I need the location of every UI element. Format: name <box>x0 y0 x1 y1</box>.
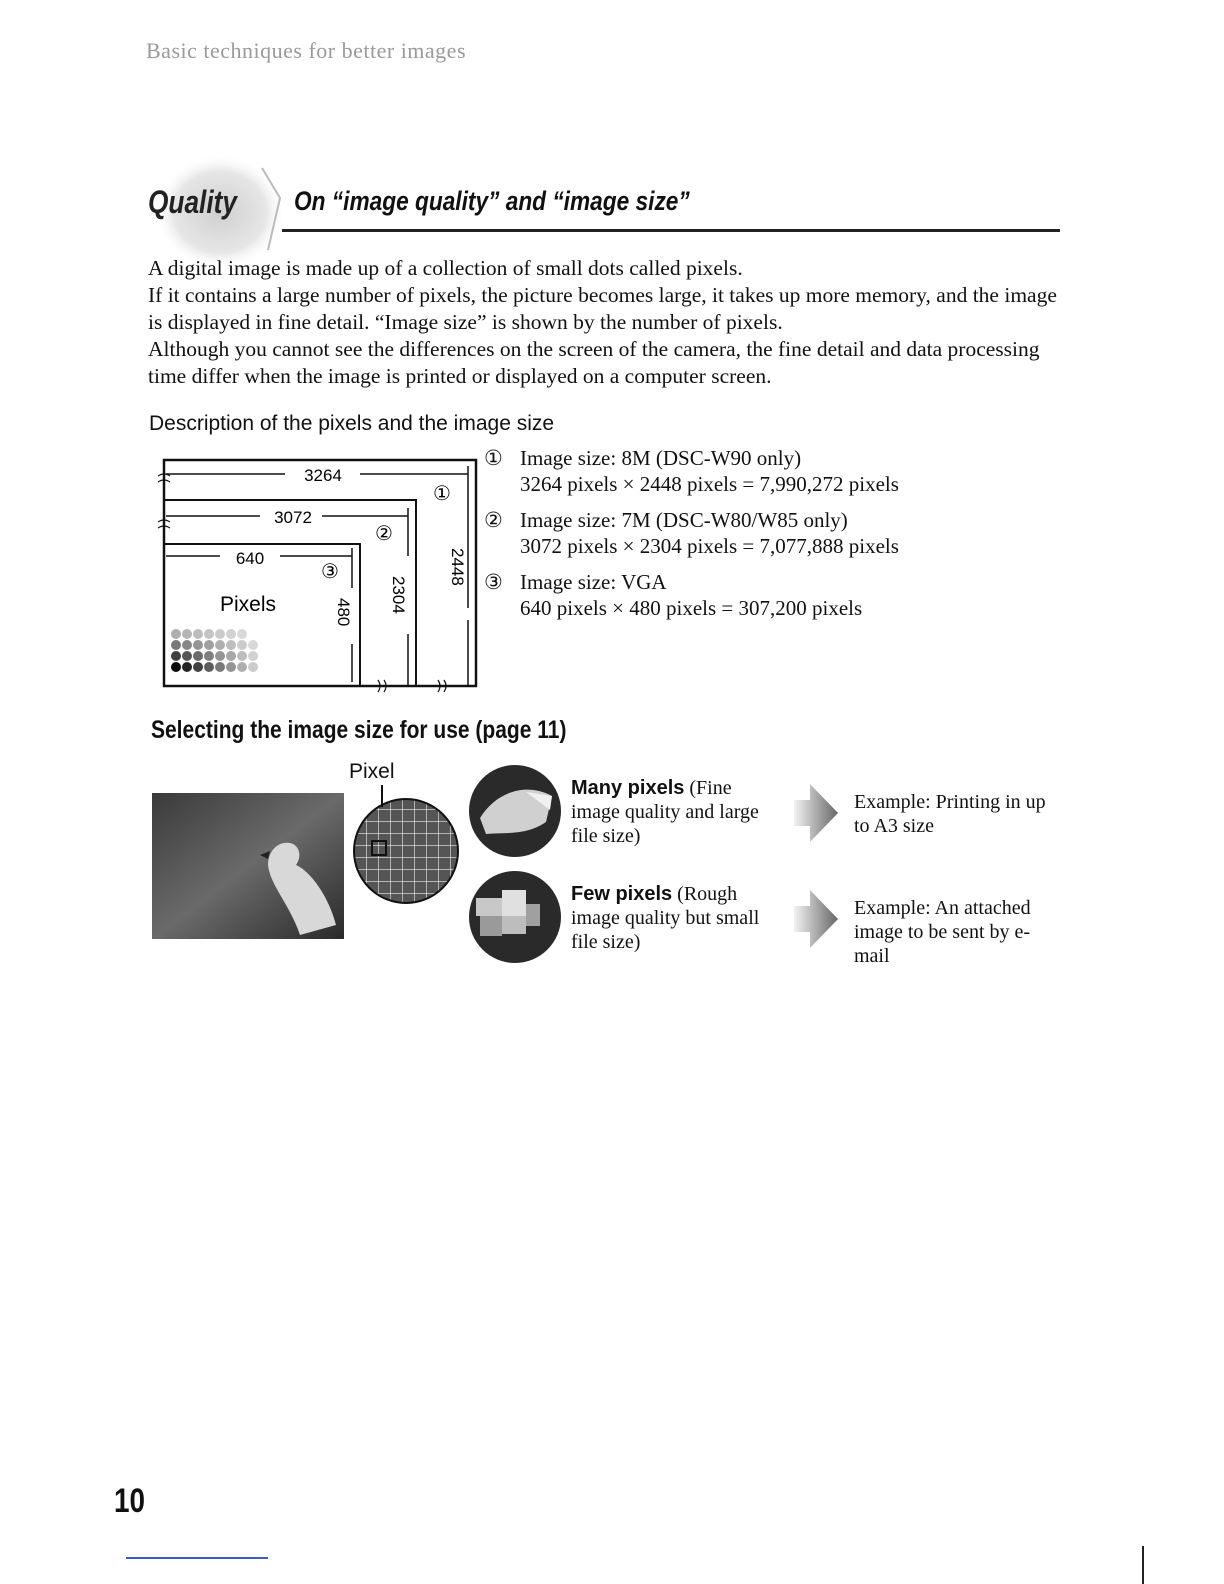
pixel-dot <box>226 662 236 672</box>
size-marker-2: ② <box>484 508 503 532</box>
footer-line <box>126 1557 268 1559</box>
section-title: On “image quality” and “image size” <box>294 186 690 216</box>
pixel-dot <box>204 651 214 661</box>
pixel-dot <box>204 629 214 639</box>
pixels-label: Pixels <box>220 593 277 616</box>
intro-line-3: Although you cannot see the differences on the screen of the camera, the fine detail and data processing time differ when the image is printed or displayed on a computer screen. <box>148 337 1040 388</box>
intro-line-1: A digital image is made up of a collection of small dots called pixels. <box>148 256 743 280</box>
few-pixels-circle <box>466 868 564 966</box>
size-3-calc: 640 pixels × 480 pixels = 307,200 pixels <box>520 595 863 620</box>
size-1-calc: 3264 pixels × 2448 pixels = 7,990,272 pixels <box>520 471 899 496</box>
size-1-name: Image size: 8M (DSC-W90 only) <box>520 446 802 470</box>
bird-photo-illustration <box>150 785 460 945</box>
pixel-dot <box>248 640 258 650</box>
pixel-dot <box>193 662 203 672</box>
arrow-right-icon <box>790 886 842 952</box>
arrow-right-icon <box>790 780 842 846</box>
pixel-dot <box>215 640 225 650</box>
many-pixels-circle <box>466 762 564 860</box>
width-label-3072: 3072 <box>274 508 312 527</box>
many-pixels-label: Many pixels <box>571 777 685 799</box>
few-pixels-label: Few pixels <box>571 883 673 905</box>
size-2-name: Image size: 7M (DSC-W80/W85 only) <box>520 508 848 532</box>
edge-mark <box>1142 1546 1144 1584</box>
pixel-dot <box>204 640 214 650</box>
intro-text <box>148 255 1068 390</box>
example-many-pixels: Example: Printing in up to A3 size <box>854 791 1046 837</box>
pixel-dot <box>226 629 236 639</box>
image-size-list <box>484 446 1044 632</box>
pixel-dot <box>237 629 247 639</box>
many-pixels-text <box>571 776 761 848</box>
section-rule <box>282 229 1060 232</box>
pixel-dot <box>237 640 247 650</box>
height-label-2304: 2304 <box>389 576 408 614</box>
pixel-dot <box>215 662 225 672</box>
pixel-dot <box>215 651 225 661</box>
description-caption: Description of the pixels and the image size <box>149 412 555 435</box>
size-2-calc: 3072 pixels × 2304 pixels = 7,077,888 pixels <box>520 533 899 558</box>
width-label-3264: 3264 <box>304 466 342 485</box>
image-size-item-8m <box>484 446 1044 497</box>
selecting-heading: Selecting the image size for use (page 11) <box>151 716 567 744</box>
pixel-dot <box>204 662 214 672</box>
image-size-item-7m <box>484 508 1044 559</box>
pixel-dot <box>193 629 203 639</box>
pixel-dot <box>215 629 225 639</box>
page-number: 10 <box>114 1482 146 1520</box>
quality-badge: Quality <box>148 184 237 220</box>
pixel-dot <box>182 662 192 672</box>
pixel-dot <box>182 629 192 639</box>
running-header: Basic techniques for better images <box>146 38 467 63</box>
pixel-dot <box>171 651 181 661</box>
pixel-dots <box>171 629 258 672</box>
pixel-magnifier <box>354 799 458 903</box>
pixel-dot <box>237 651 247 661</box>
pixel-dot <box>226 651 236 661</box>
height-label-2448: 2448 <box>448 548 467 586</box>
width-label-640: 640 <box>235 549 265 568</box>
pixel-dot <box>171 629 181 639</box>
few-pixels-text <box>571 882 761 954</box>
many-pixels-desc: (Fine image quality and large file size) <box>571 777 759 847</box>
marker-1: ① <box>433 481 451 505</box>
size-3-name: Image size: VGA <box>520 570 667 594</box>
marker-3: ③ <box>321 559 339 583</box>
pixel-dot <box>193 651 203 661</box>
pixel-dot <box>182 640 192 650</box>
pixel-dot <box>171 662 181 672</box>
pixel-dot <box>226 640 236 650</box>
marker-2: ② <box>375 521 393 545</box>
pixel-dot <box>248 651 258 661</box>
pixel-dot <box>248 662 258 672</box>
height-label-480: 480 <box>334 598 353 627</box>
size-marker-1: ① <box>484 446 503 470</box>
pixel-dot <box>237 662 247 672</box>
few-pixels-desc: (Rough image quality but small file size) <box>571 883 760 953</box>
intro-line-2: If it contains a large number of pixels, the picture becomes large, it takes up more memory, and the image is displayed in fine detail. “Image size” is shown by the number of pixels. <box>148 283 1057 334</box>
example-few-pixels: Example: An attached image to be sent by e-mail <box>854 897 1031 967</box>
pixel-dot <box>182 651 192 661</box>
image-size-item-vga <box>484 570 1044 621</box>
pixel-dot <box>171 640 181 650</box>
pixel-dot <box>193 640 203 650</box>
image-size-diagram <box>150 448 490 698</box>
pixel-label: Pixel <box>349 760 395 783</box>
size-marker-3: ③ <box>484 570 503 594</box>
